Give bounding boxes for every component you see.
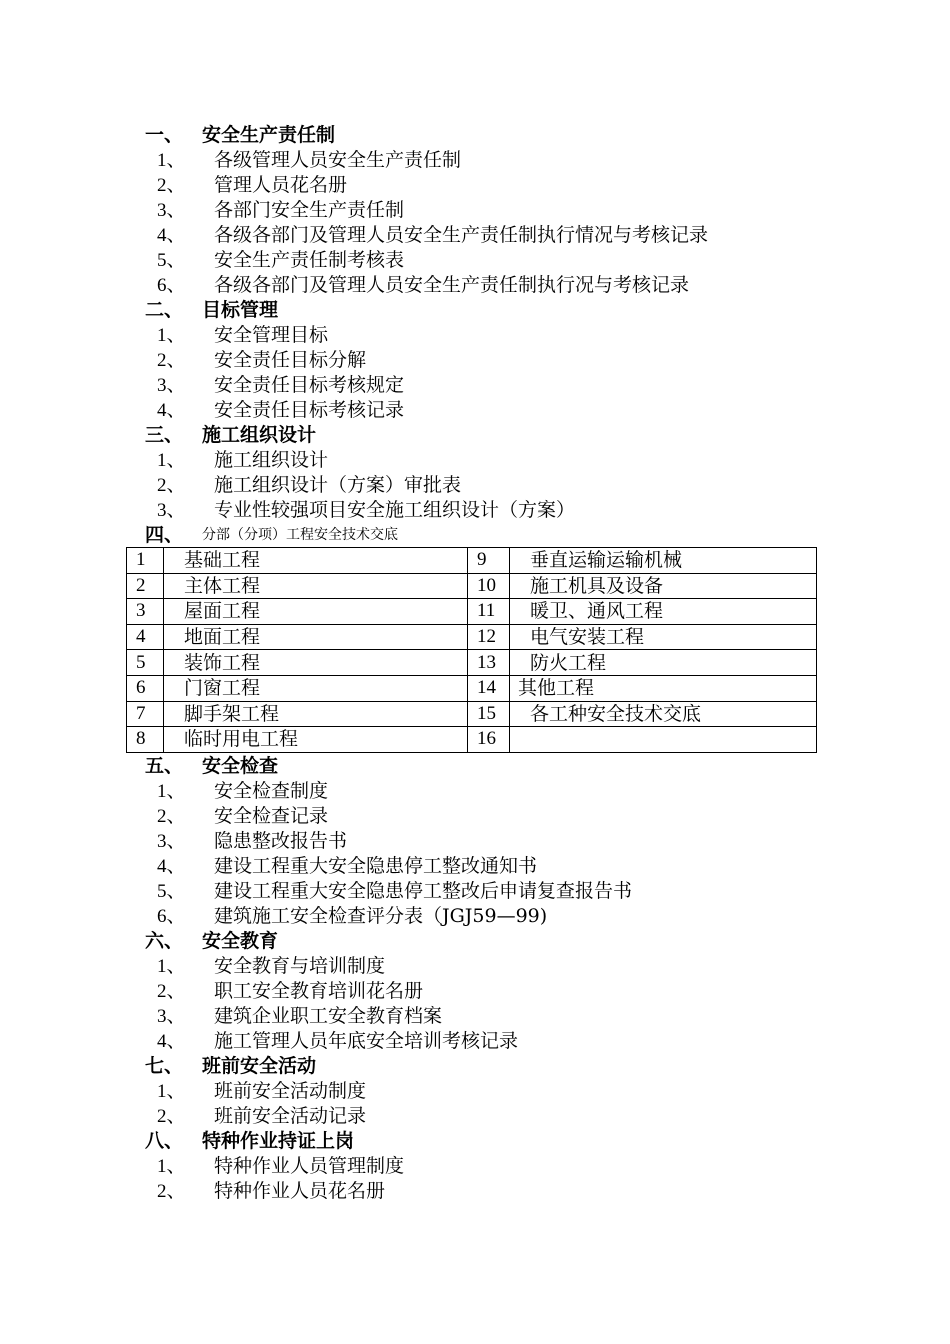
table-row [127,727,817,753]
item-text: 班前安全活动制度 [214,1080,367,1102]
item-number: 2、 [157,981,186,1002]
table-cell-label: 门窗工程 [164,675,468,701]
table-cell-label: 地面工程 [164,624,468,650]
item-text: 安全责任目标考核记录 [214,399,405,421]
item-number: 3、 [157,1006,186,1027]
item-number: 1、 [157,325,186,346]
item-text: 安全责任目标考核规定 [214,374,405,396]
item-text: 班前安全活动记录 [214,1105,367,1127]
item-number: 6、 [157,275,186,296]
table-cell-number: 2 [127,573,164,599]
table-cell-label: 防火工程 [510,650,817,676]
item-number: 2、 [157,806,186,827]
section-title: 分部（分项）工程安全技术交底 [202,527,398,543]
item-text: 施工组织设计（方案）审批表 [214,474,462,496]
item-text: 安全管理目标 [214,324,329,346]
item-text: 安全生产责任制考核表 [214,249,405,271]
table-cell-label: 基础工程 [164,548,468,574]
item-text: 建设工程重大安全隐患停工整改后申请复查报告书 [214,880,633,902]
item-number: 3、 [157,500,186,521]
section-title: 特种作业持证上岗 [202,1130,355,1152]
table-cell-label: 电气安装工程 [510,624,817,650]
item-text: 施工组织设计 [214,449,329,471]
item-number: 2、 [157,350,186,371]
section-title: 目标管理 [202,299,279,321]
table-cell-label: 暖卫、通风工程 [510,599,817,625]
section-title: 安全教育 [202,930,279,952]
table-cell-label: 主体工程 [164,573,468,599]
item-text: 隐患整改报告书 [214,830,348,852]
item-text: 安全责任目标分解 [214,349,367,371]
item-text: 特种作业人员花名册 [214,1180,386,1202]
section-number: 八、 [145,1130,184,1152]
table-row [127,701,817,727]
table-cell-number: 14 [468,675,510,701]
item-number: 3、 [157,831,186,852]
table-cell-label: 各工种安全技术交底 [510,701,817,727]
table-cell-number: 16 [468,727,510,753]
table-cell-label: 脚手架工程 [164,701,468,727]
section-number: 六、 [145,930,184,952]
item-number: 2、 [157,175,186,196]
table-cell-label: 施工机具及设备 [510,573,817,599]
section-number: 七、 [145,1055,184,1077]
item-text: 安全教育与培训制度 [214,955,386,977]
table-cell-number: 5 [127,650,164,676]
item-number: 6、 [157,906,186,927]
item-number: 3、 [157,375,186,396]
item-number: 1、 [157,450,186,471]
table-cell-number: 10 [468,573,510,599]
table-cell-number: 6 [127,675,164,701]
section-title: 班前安全活动 [202,1055,317,1077]
section-number: 五、 [145,755,184,777]
section-title: 安全检查 [202,755,279,777]
section-number: 四、 [145,524,184,546]
table-cell-label: 临时用电工程 [164,727,468,753]
table-cell-number: 12 [468,624,510,650]
table-cell-label: 屋面工程 [164,599,468,625]
item-number: 1、 [157,1156,186,1177]
item-number: 1、 [157,781,186,802]
item-number: 1、 [157,150,186,171]
item-text: 管理人员花名册 [214,174,348,196]
table-cell-number: 9 [468,548,510,574]
section-number: 一、 [145,124,184,146]
item-number: 2、 [157,475,186,496]
item-text: 建筑施工安全检查评分表（JGJ59—99) [214,905,548,927]
table-cell-number: 1 [127,548,164,574]
item-number: 4、 [157,225,186,246]
table-cell-number: 15 [468,701,510,727]
item-number: 5、 [157,881,186,902]
item-text: 各级各部门及管理人员安全生产责任制执行况与考核记录 [214,274,690,296]
table-cell-label [510,727,817,753]
item-text: 特种作业人员管理制度 [214,1155,405,1177]
item-number: 4、 [157,1031,186,1052]
item-text: 建筑企业职工安全教育档案 [214,1005,443,1027]
section-title: 施工组织设计 [202,424,317,446]
table-cell-label: 垂直运输运输机械 [510,548,817,574]
item-text: 各级管理人员安全生产责任制 [214,149,462,171]
item-number: 1、 [157,956,186,977]
table-row [127,675,817,701]
table-cell-label: 装饰工程 [164,650,468,676]
table-row [127,573,817,599]
table-cell-label: 其他工程 [510,675,817,701]
section-title: 安全生产责任制 [202,124,336,146]
item-text: 安全检查制度 [214,780,329,802]
table-cell-number: 11 [468,599,510,625]
item-number: 4、 [157,856,186,877]
item-text: 各级各部门及管理人员安全生产责任制执行情况与考核记录 [214,224,709,246]
item-number: 1、 [157,1081,186,1102]
table-cell-number: 3 [127,599,164,625]
item-text: 专业性较强项目安全施工组织设计（方案） [214,499,576,521]
item-text: 建设工程重大安全隐患停工整改通知书 [214,855,538,877]
table-cell-number: 8 [127,727,164,753]
item-number: 4、 [157,400,186,421]
section-number: 二、 [145,299,184,321]
table-cell-number: 7 [127,701,164,727]
item-text: 施工管理人员年底安全培训考核记录 [214,1030,519,1052]
section-number: 三、 [145,424,184,446]
item-number: 3、 [157,200,186,221]
table-row [127,548,817,574]
table-row [127,624,817,650]
item-text: 各部门安全生产责任制 [214,199,405,221]
table-cell-number: 13 [468,650,510,676]
item-number: 5、 [157,250,186,271]
table-cell-number: 4 [127,624,164,650]
subdivision-table [126,547,817,753]
table-row [127,599,817,625]
table-row [127,650,817,676]
item-text: 安全检查记录 [214,805,329,827]
item-text: 职工安全教育培训花名册 [214,980,424,1002]
item-number: 2、 [157,1106,186,1127]
item-number: 2、 [157,1181,186,1202]
